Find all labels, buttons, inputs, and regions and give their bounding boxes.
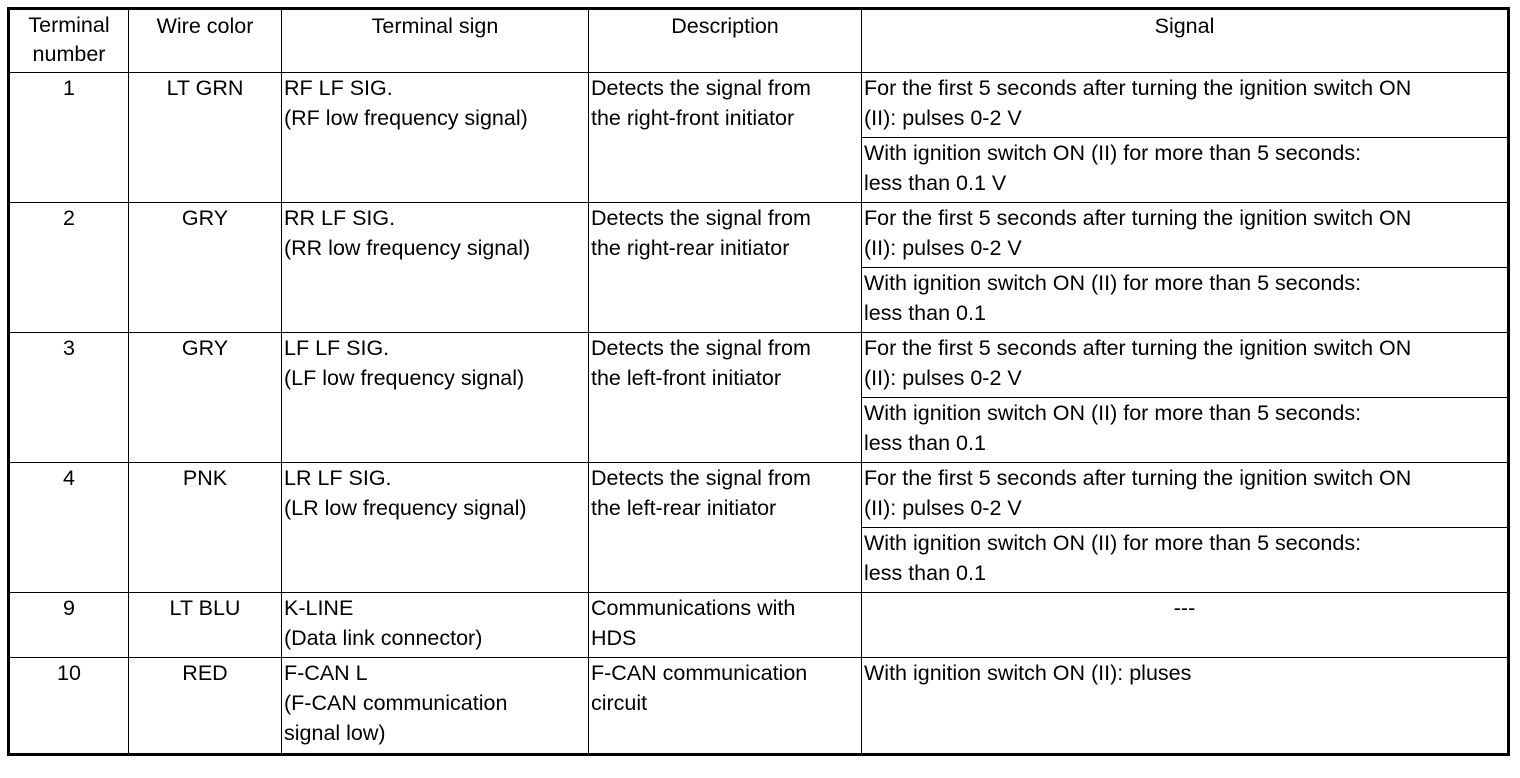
signal-cell: For the first 5 seconds after turning the ignition switch ON (II): pulses 0-2 V [862,203,1509,268]
description-cell: Detects the signal from the right-front initiator [589,73,862,203]
terminal-sign-cell: LF LF SIG. (LF low frequency signal) [282,333,589,463]
signal-cell: For the first 5 seconds after turning the ignition switch ON (II): pulses 0-2 V [862,333,1509,398]
table-row [9,658,1509,755]
table-row [9,73,1509,138]
table-row [9,463,1509,528]
signal-cell: With ignition switch ON (II) for more than 5 seconds: less than 0.1 [862,528,1509,593]
header-signal: Signal [862,9,1509,73]
terminal-sign-cell: K-LINE (Data link connector) [282,593,589,658]
table-row [9,203,1509,268]
description-cell: Communications with HDS [589,593,862,658]
header-wire-color: Wire color [129,9,282,73]
wire-color-cell: LT GRN [129,73,282,203]
terminal-number-cell: 10 [9,658,129,755]
description-cell: Detects the signal from the right-rear initiator [589,203,862,333]
header-row [9,9,1509,73]
terminal-sign-cell: RR LF SIG. (RR low frequency signal) [282,203,589,333]
signal-cell: For the first 5 seconds after turning the ignition switch ON (II): pulses 0-2 V [862,73,1509,138]
terminal-number-cell: 3 [9,333,129,463]
terminal-sign-cell: LR LF SIG. (LR low frequency signal) [282,463,589,593]
signal-cell: With ignition switch ON (II): pluses [862,658,1509,755]
header-terminal-number: Terminal number [9,9,129,73]
signal-cell: With ignition switch ON (II) for more than 5 seconds: less than 0.1 [862,268,1509,333]
wire-color-cell: PNK [129,463,282,593]
table-row [9,333,1509,398]
wire-color-cell: LT BLU [129,593,282,658]
header-description: Description [589,9,862,73]
description-cell: Detects the signal from the left-rear initiator [589,463,862,593]
table-row [9,593,1509,658]
terminal-number-cell: 9 [9,593,129,658]
terminal-number-cell: 2 [9,203,129,333]
terminal-sign-cell: F-CAN L (F-CAN communication signal low) [282,658,589,755]
signal-cell: With ignition switch ON (II) for more than 5 seconds: less than 0.1 V [862,138,1509,203]
terminal-number-cell: 1 [9,73,129,203]
wire-color-cell: GRY [129,333,282,463]
description-cell: F-CAN communication circuit [589,658,862,755]
signal-cell: With ignition switch ON (II) for more than 5 seconds: less than 0.1 [862,398,1509,463]
signal-cell: --- [862,593,1509,658]
header-terminal-sign: Terminal sign [282,9,589,73]
terminal-sign-cell: RF LF SIG. (RF low frequency signal) [282,73,589,203]
signal-cell: For the first 5 seconds after turning the ignition switch ON (II): pulses 0-2 V [862,463,1509,528]
wire-color-cell: GRY [129,203,282,333]
terminal-number-cell: 4 [9,463,129,593]
description-cell: Detects the signal from the left-front initiator [589,333,862,463]
wire-color-cell: RED [129,658,282,755]
terminal-table [7,7,1510,756]
